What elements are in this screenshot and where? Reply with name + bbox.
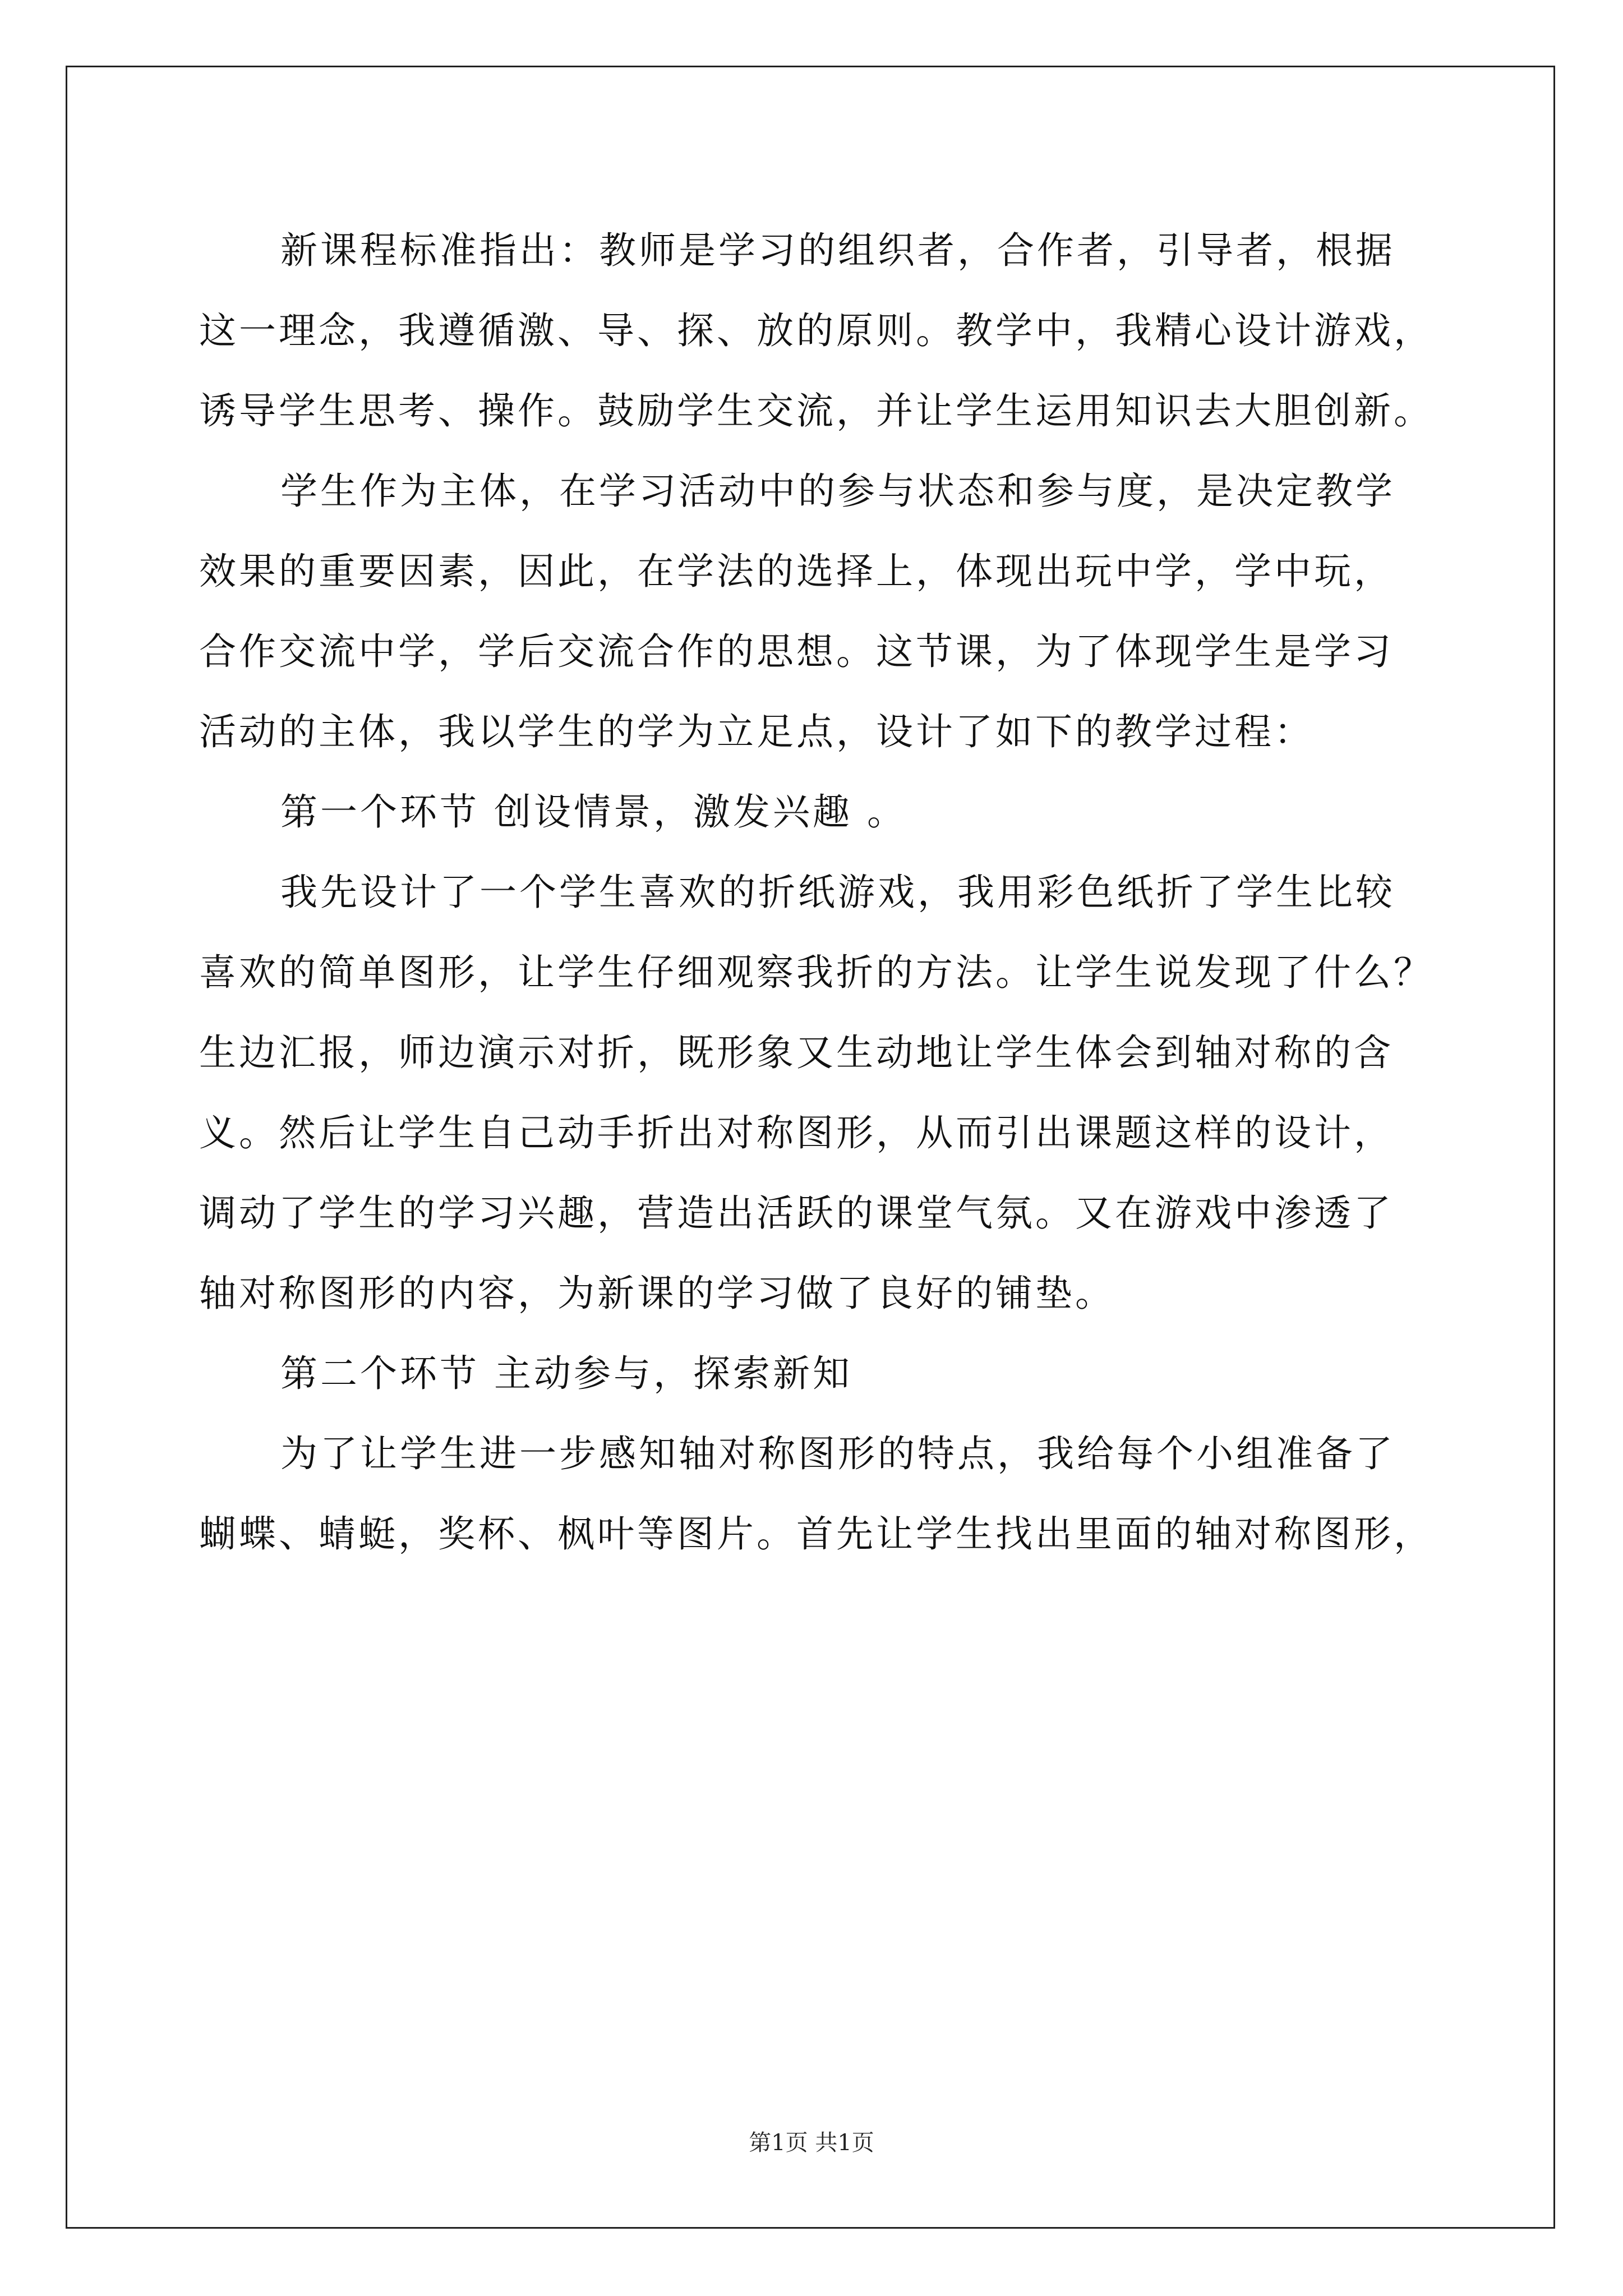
paragraph-paper-folding-game: 我先设计了一个学生喜欢的折纸游戏，我用彩色纸折了学生比较 喜欢的简单图形，让学生仔细观察我折的方法。让学生说发现了什么？ 生边汇报，师边演示对折，既形象又生动地让学生体会到轴对称的含 义。然后让学生自己动手折出对称图形，从而引出课题这样的设计， 调动了学生的学习兴趣，营造出活跃的课堂气氛。又在游戏中渗透了 轴对称图形的内容，为新课的学习做了良好的铺垫。 bbox=[199, 871, 1433, 1315]
paragraph-principles: 新课程标准指出：教师是学习的组织者，合作者，引导者，根据 这一理念，我遵循激、导、探、放的原则。教学中，我精心设计游戏， 诱导学生思考、操作。鼓励学生交流，并让学生运用知识去大胆创新。 bbox=[199, 229, 1433, 432]
paragraph-explore-symmetry: 为了让学生进一步感知轴对称图形的特点，我给每个小组准备了 蝴蝶、蜻蜓，奖杯、枫叶等图片。首先让学生找出里面的轴对称图形， bbox=[199, 1432, 1433, 1556]
paragraph-student-subject: 学生作为主体，在学习活动中的参与状态和参与度，是决定教学 效果的重要因素，因此，在学法的选择上，体现出玩中学，学中玩， 合作交流中学，学后交流合作的思想。这节课，为了体现学生是学习 活动的主体，我以学生的学为立足点，设计了如下的教学过程： bbox=[199, 470, 1395, 753]
document-body bbox=[199, 210, 1438, 1574]
section-heading-step-one: 第一个环节 创设情景，激发兴趣 。 bbox=[280, 790, 907, 834]
page-footer: 第1页 共1页 bbox=[749, 2130, 874, 2156]
section-heading-step-two: 第二个环节 主动参与，探索新知 bbox=[280, 1352, 852, 1395]
